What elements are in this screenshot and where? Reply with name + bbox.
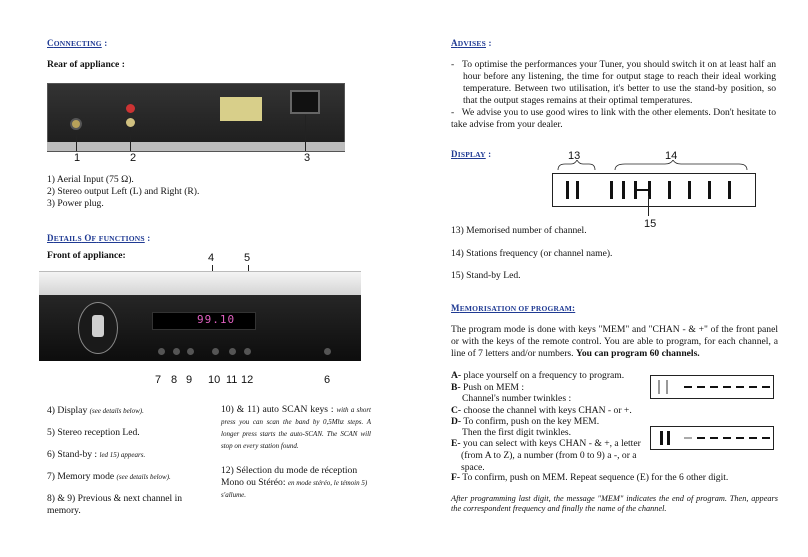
program-step: E- you can select with keys CHAN - & +, a letter (from A to Z), a number (from 0 to 9) a -, or a space. [451,438,641,473]
advise-item: - To optimise the performances your Tuner, you should switch it on at least half an hour before any listening, the time for output stage to reach their ideal working temperature. Between two utilisation, it's better to use the stand-by position, so that the output stages remains at their optimal temperatures. - We advise you to use good wires to link with the other elements. Don't hesitate to take advise from your dealer. [451,59,777,130]
display-number: 15 [644,218,657,230]
function-item: 5) Stereo reception Led. [47,427,140,438]
rear-label-plate [220,97,262,121]
function-item: 8) & 9) Previous & next channel in memory. [47,493,183,516]
function-item-scan: 10) & 11) auto SCAN keys : with a short press you can scan the band by 0,5Mhz steps. A longer press starts the auto-SCAN. The SCAN will stop on every station found. [221,404,371,450]
display-segments [552,173,756,207]
front-number: 12 [241,374,254,386]
program-step: Then the first digit twinkles. [462,427,571,438]
rear-number: 2 [130,152,137,164]
front-label: Front of appliance: [47,250,126,261]
function-item: 7) Memory mode (see details below). [47,471,171,482]
program-step: C- choose the channel with keys CHAN - or +. [451,405,632,416]
power-plug-icon [290,90,320,114]
display-item: 14) Stations frequency (or channel name). [451,248,613,259]
program-footer: After programming last digit, the message "MEM" indicates the end of program. Then, appears the correspondent frequency and finally the name of the channel. [451,494,778,514]
display-number: 13 [568,150,581,162]
front-display-frequency: 99.10 [197,313,236,326]
standby-button[interactable] [324,348,331,355]
details-heading: DETAILS OF FUNCTIONS : [47,233,151,243]
program-lcd-mem-segments [650,375,774,399]
display-brace-icon [555,160,755,172]
rca-left-icon [126,118,135,127]
function-item-mono-stereo: 12) Sélection du mode de réception Mono ou Stéréo: en mode stéréo, le témoin 5) s'allume. [221,465,368,499]
rear-item: 1) Aerial Input (75 Ω). [47,174,134,185]
display-item: 13) Memorised number of channel. [451,225,587,236]
aerial-input-icon [70,118,82,130]
front-number: 7 [155,374,162,386]
program-step: D- To confirm, push on the key MEM. [451,416,600,427]
program-lcd-digit-segments [650,426,774,450]
scan-plus-button[interactable] [229,348,236,355]
rear-item: 2) Stereo output Left (L) and Right (R). [47,186,200,197]
front-number: 4 [208,252,215,264]
front-number: 6 [324,374,331,386]
rear-number: 3 [304,152,311,164]
display-number: 14 [665,150,678,162]
rear-item: 3) Power plug. [47,198,104,209]
chan-minus-button[interactable] [173,348,180,355]
rear-number: 1 [74,152,81,164]
front-number: 5 [244,252,251,264]
rear-label: Rear of appliance : [47,59,125,70]
function-item: 4) Display (see details below). [47,405,144,416]
front-number: 8 [171,374,178,386]
rear-panel-base [47,142,345,151]
memorisation-heading: MEMORISATION OF PROGRAM: [451,303,576,313]
display-heading: DISPLAY : [451,149,492,159]
display-item: 15) Stand-by Led. [451,270,521,281]
program-intro: The program mode is done with keys "MEM" and "CHAN - & +" of the front panel or with the keys of the remote control. You are able to program, for each channel, a line of 7 letters and/or numbers. You can program 60 channels. [451,324,778,359]
front-number: 9 [186,374,193,386]
chan-plus-button[interactable] [187,348,194,355]
rca-right-icon [126,104,135,113]
front-number: 11 [226,374,238,386]
scan-minus-button[interactable] [212,348,219,355]
advises-heading: ADVISES : [451,38,492,48]
front-number: 10 [208,374,221,386]
atoll-logo-emblem-icon [92,315,104,337]
mono-stereo-button[interactable] [244,348,251,355]
program-step: B- Push on MEM : [451,382,525,393]
connecting-heading: CONNECTING : [47,38,108,48]
function-item: 6) Stand-by : led 15) appears. [47,449,146,460]
program-step: A- place yourself on a frequency to program. [451,370,625,381]
mem-button[interactable] [158,348,165,355]
program-step: Channel's number twinkles : [462,393,572,404]
program-step: F- To confirm, push on MEM. Repeat sequence (E) for the 6 other digit. [451,472,729,483]
